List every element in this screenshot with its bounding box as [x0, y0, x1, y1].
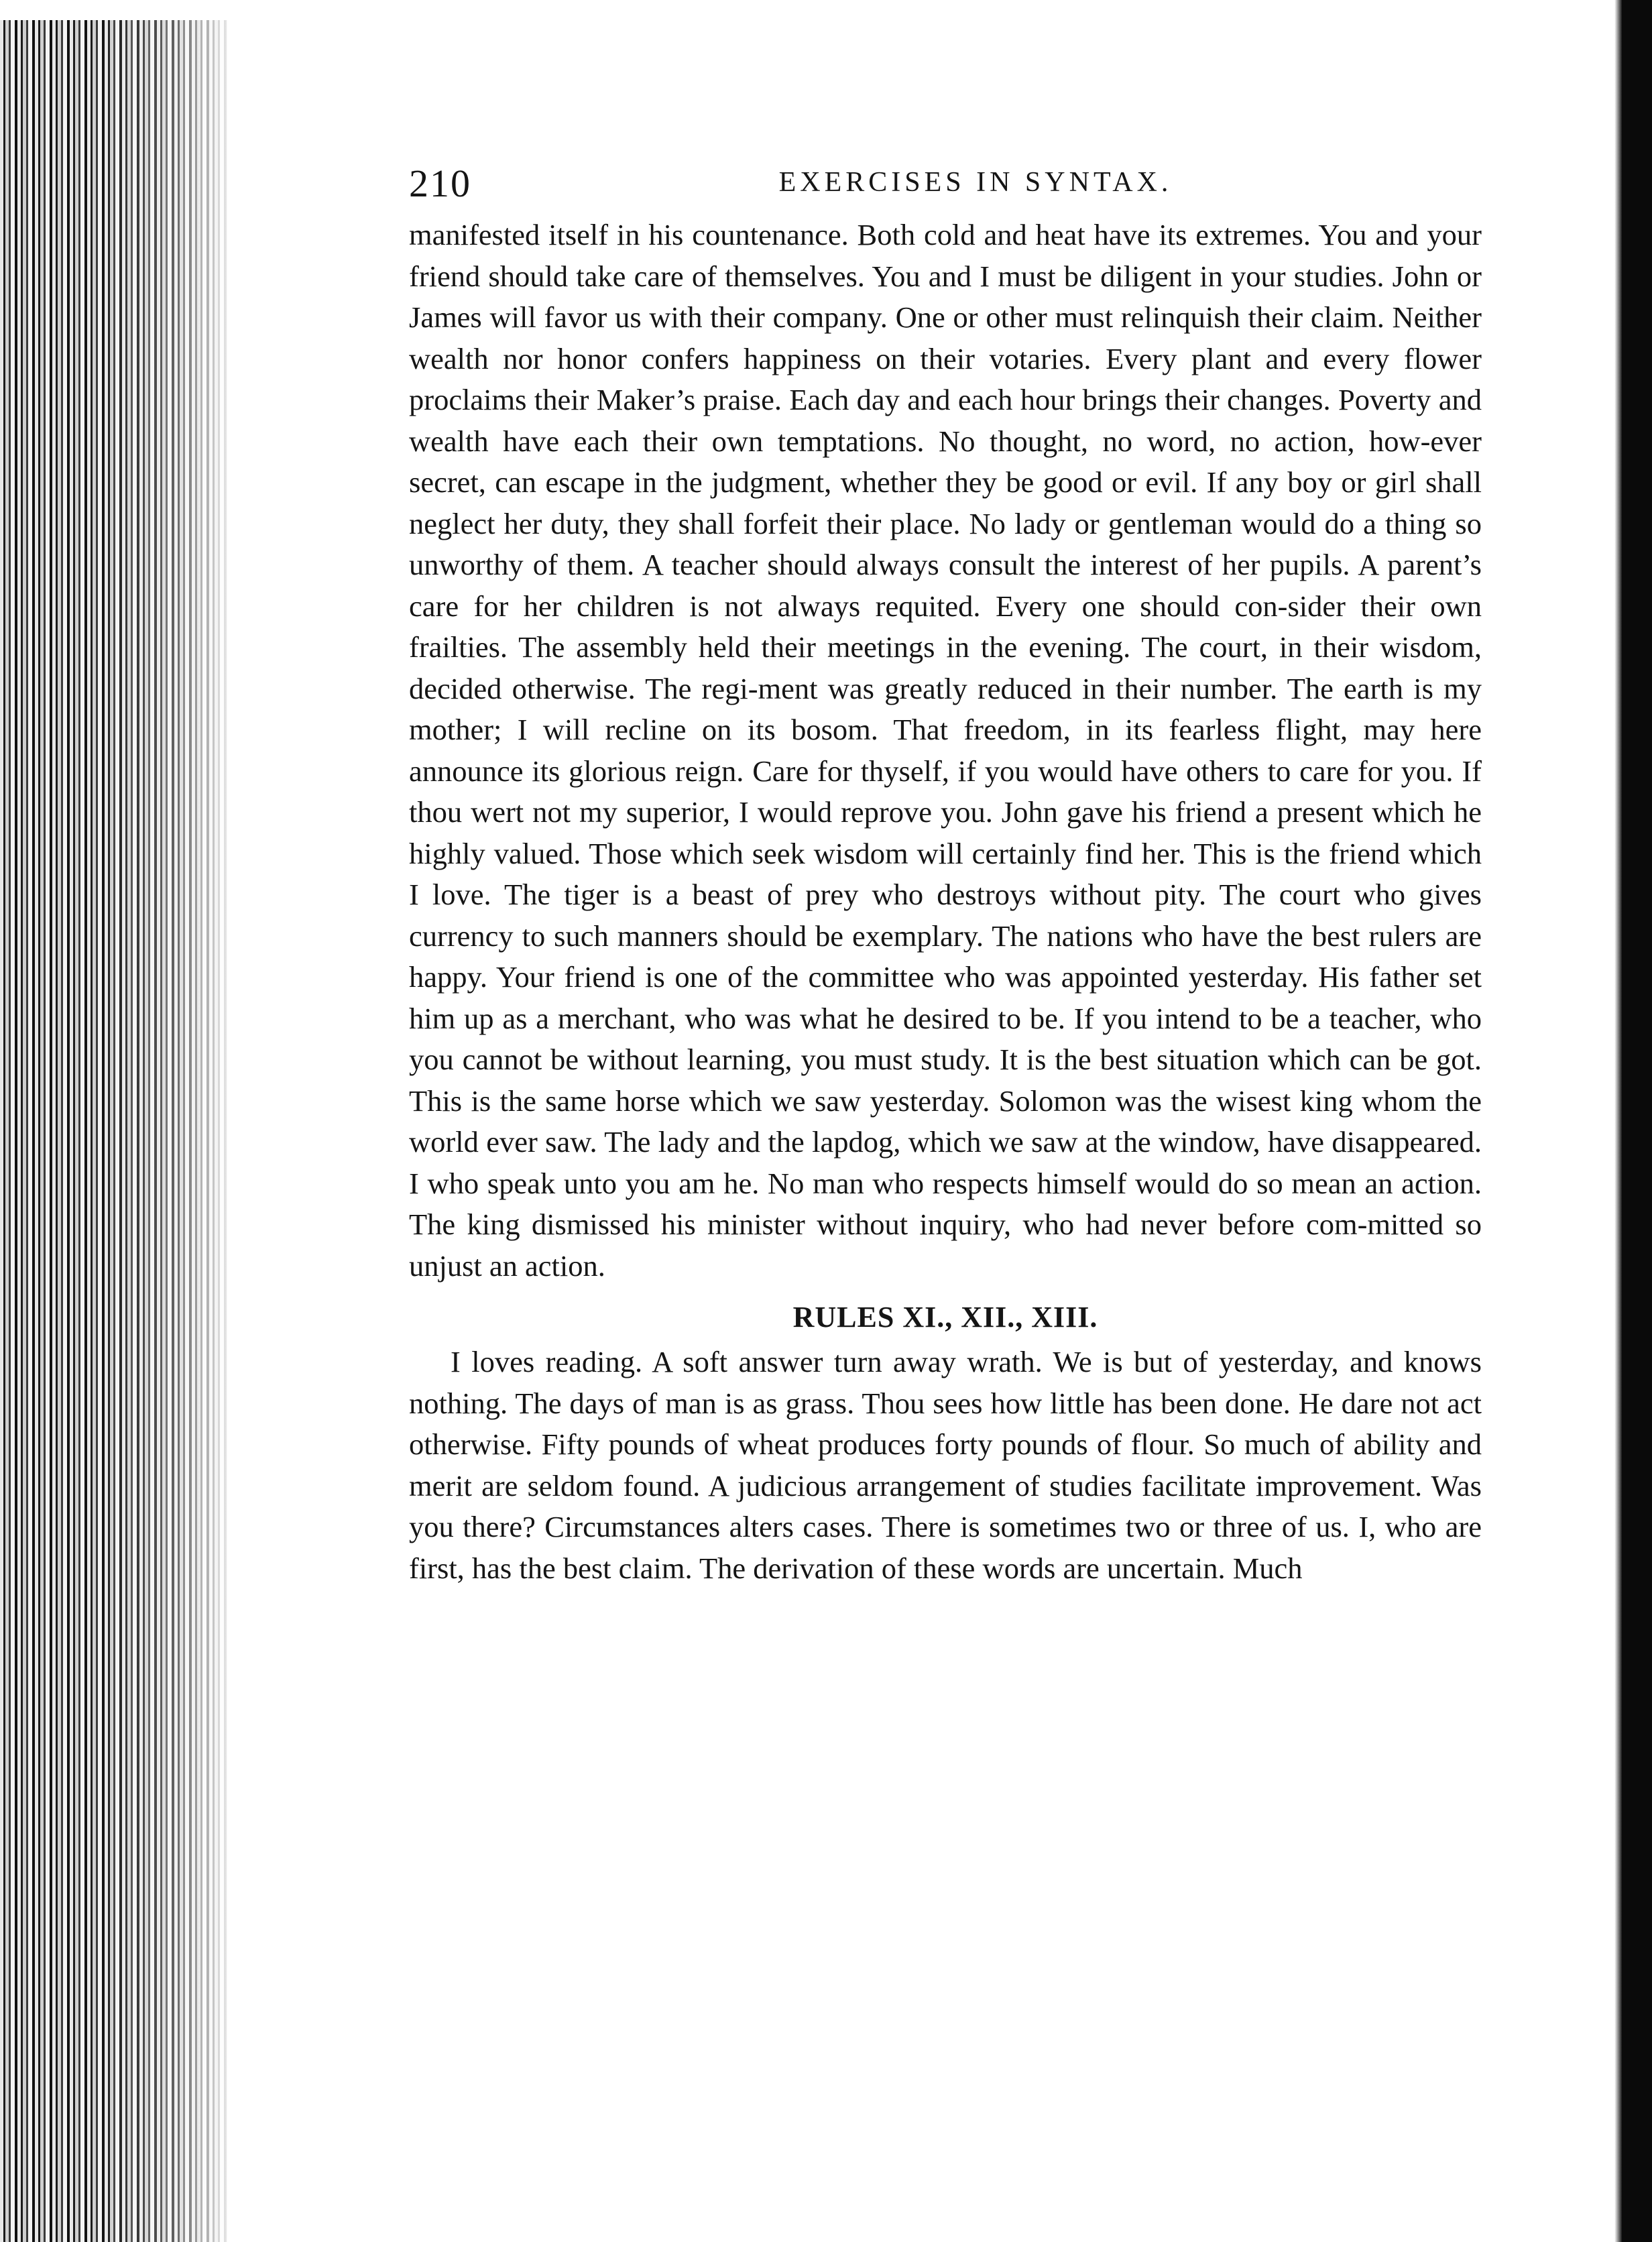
page-number: 210: [409, 162, 471, 205]
running-head: [409, 161, 1482, 215]
header-title: EXERCISES IN SYNTAX.: [778, 167, 1173, 198]
exercise-paragraph: manifested itself in his countenance. Both cold and heat have its extremes. You and your friend should take care of themselves. You and I must be diligent in your studies. John or James will favor us with their company. One or other must relinquish their claim. Neither wealth nor honor confers happiness on their votaries. Every plant and every flower proclaims their Maker’s praise. Each day and each hour brings their changes. Poverty and wealth have each their own temptations. No thought, no word, no action, how-ever secret, can escape in the judgment, whether they be good or evil. If any boy or girl shall neglect her duty, they shall forfeit their place. No lady or gentleman would do a thing so unworthy of them. A teacher should always consult the interest of her pupils. A parent’s care for her children is not always requited. Every one should con-sider their own frailties. The assembly held their meetings in the evening. The court, in their wisdom, decided otherwise. The regi-ment was greatly reduced in their number. The earth is my mother; I will recline on its bosom. That freedom, in its fearless flight, may here announce its glorious reign. Care for thyself, if you would have others to care for you. If thou wert not my superior, I would reprove you. John gave his friend a present which he highly valued. Those which seek wisdom will certainly find her. This is the friend which I love. The tiger is a beast of prey who destroys without pity. The court who gives currency to such manners should be exemplary. The nations who have the best rulers are happy. Your friend is one of the committee who was appointed yesterday. His father set him up as a merchant, who was what he desired to be. If you intend to be a teacher, who you cannot be without learning, you must study. It is the best situation which can be got. This is the same horse which we saw yesterday. Solomon was the wisest king whom the world ever saw. The lady and the lapdog, which we saw at the window, have disappeared. I who speak unto you am he. No man who respects himself would do so mean an action. The king dismissed his minister without inquiry, who had never before com-mitted so unjust an action.: [409, 218, 1482, 1283]
scan-right-border: [1622, 0, 1652, 2242]
page-content: [409, 161, 1482, 1589]
section-heading: RULES XI., XII., XIII.: [792, 1301, 1098, 1334]
rules-paragraph: I loves reading. A soft answer turn away wrath. We is but of yesterday, and knows nothing. The days of man is as grass. Thou sees how little has been done. He dare not act otherwise. Fifty pounds of wheat produces forty pounds of flour. So much of ability and merit are seldom found. A judicious arrangement of studies facilitate improvement. Was you there? Circumstances alters cases. There is sometimes two or three of us. I, who are first, has the best claim. The derivation of these words are uncertain. Much: [409, 1345, 1482, 1585]
body-text: [409, 215, 1482, 1589]
right-edge-shadow: [1610, 0, 1622, 2242]
page-top-margin: [0, 0, 228, 20]
page-edge-shadow: [101, 0, 228, 2242]
